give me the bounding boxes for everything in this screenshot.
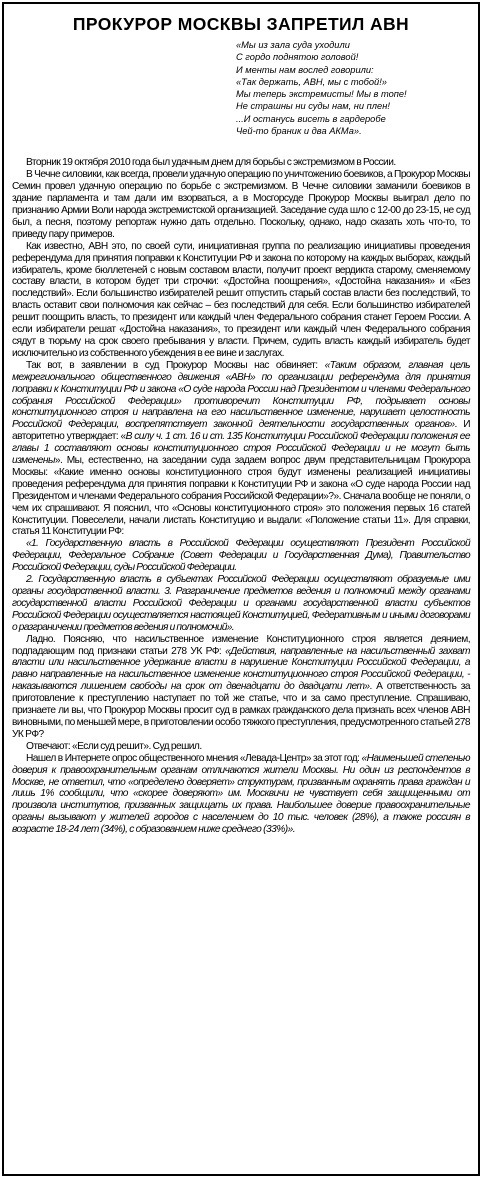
paragraph-text: . И авторитетно утверждает: « bbox=[12, 419, 471, 443]
quoted-paragraph bbox=[12, 538, 470, 574]
article-frame bbox=[2, 2, 480, 1176]
paragraph-text: «1. Государственную власть в Российской Федерации осуществляют Президент Российской Федерации, Федеральное Собрание (Совет Федерации и Государственная Дума), Правительство Российской Федерации, суды Российской Федерации. bbox=[12, 538, 470, 574]
epigraph-line: ...И останусь висеть в гардеробе bbox=[236, 113, 386, 124]
italic-quote: «Таким образом, главная цель межрегионального общественного движения «АВН» по организации референдума для принятия поправки к Конституции РФ и закона «О суде народа России над Президентом и членами Федерального собрания Российской Федерации» противоречит Конституции РФ, подрывает основы конституционного строя и направлена на его насильственное изменение, нарушает целостность Российской Федерации, воспрепятствует законной деятельности государственных органов» bbox=[12, 359, 470, 431]
italic-quote: «Действия, направленные на насильственный захват власти или насильственное удержание власти в нарушение Конституции Российской Федерации, а равно направленные на насильственное изменение конституционного строя Российской Федерации, - наказываются лишением свободы на срок от двенадцати до двадцати лет» bbox=[12, 645, 470, 693]
epigraph-line: Не страшны ни суды нам, ни плен! bbox=[236, 101, 390, 112]
paragraph bbox=[12, 360, 470, 539]
italic-quote: «Наименьшей степенью доверия к правоохранительным органам отличаются жители Москвы. Ни один из респондентов в Москве, не ответил, что «определено доверяет» структурам, призванным охранять права граждан и лишь 1% сообщили, что «скорее доверяют» им. Москвичи не чувствует себя защищенными от произвола институтов, призванных защищать их права. Наибольшее доверие правоохранительные органы вызывают у жителей городов с населением до 10 тыс. человек (28%), а также россиян в возрасте 18-24 лет (34%), с образованием ниже среднего (33%)». bbox=[12, 752, 470, 836]
paragraph-text: Вторник 19 октября 2010 года был удачным днем для борьбы с экстремизмом в России. bbox=[26, 157, 396, 169]
paragraph-text: Нашел в Интернете опрос общественного мнения «Левада-Центр» за этот год: bbox=[26, 752, 362, 764]
epigraph-line: «Мы из зала суда уходили bbox=[236, 40, 350, 50]
paragraph bbox=[12, 753, 470, 836]
paragraph-text: 2. Государственную власть в субъектах Российской Федерации осуществляют образуемые ими органы государственной власти. 3. Разграничение предметов ведения и полномочий между органами государственной власти Российской Федерации и органами государственной власти субъектов Российской Федерации осуществляется настоящей Конституцией, Федеративным и иными договорами о разграничении предметов ведения и полномочий». bbox=[12, 574, 470, 633]
paragraph-text: . А ответственность за приготовление к преступлению наступает по той же статье, что и за само преступление. Спрашиваю, признаете ли вы, что Прокурор Москвы просит суд в рамках гражданского дела признать всех членов АВН виновными, по меньшей мере, в приготовлении особо тяжкого преступления, предусмотренного статьей 278 УК РФ? bbox=[12, 681, 471, 740]
paragraph bbox=[12, 634, 470, 741]
paragraph-text: ». Мы, естественно, на заседании суда задаем вопрос двум представительницам Прокурора Москвы: «Какие именно основы конституционного строя будут изменены реализацией инициативы проведения референдума для принятия поправки к Конституции РФ и закона «О суде народа России над Президентом и членами Федерального собрания Российской Федерации»?». Сначала вообще не поняли, о чем их спрашивают. Я пояснил, что «Основы конституционного строя» это положения первых 16 статей Конституции. Повеселели, начали листать Конституцию и выдали: «Положение статьи 11». Для справки, статья 11 Конституции РФ: bbox=[12, 455, 470, 538]
epigraph-line: Мы теперь экстремисты! Мы в топе! bbox=[236, 89, 407, 100]
paragraph bbox=[12, 241, 470, 360]
paragraph-text: Так вот, в заявлении в суд Прокурор Москвы нас обвиняет: bbox=[26, 359, 325, 371]
epigraph-line: И менты нам вослед говорили: bbox=[236, 64, 374, 75]
epigraph-line: «Так держать, АВН, мы с тобой!» bbox=[236, 76, 387, 87]
paragraph bbox=[12, 741, 470, 753]
paragraph-text: В Чечне силовики, как всегда, провели удачную операцию по уничтожению боевиков, а Прокурор Москвы Семин провел удачную операцию по борьбе с экстремизмом. В Чечне силовики заманили боевиков в здание парламента и там дали им взорваться, а в Мосгорсуде Прокурор Москвы выиграл дело по признанию Армии Воли народа экстремистской организацией. Заседание суда шло с 12-00 до 23-15, не суд был, а песня, поэтому репортаж нужно дать отдельно. Поскольку, однако, надо сказать хоть что-то, то приведу пару примеров. bbox=[12, 169, 470, 240]
italic-quote: В силу ч. 1 ст. 16 и ст. 135 Конституции Российской Федерации положения ее главы 1 составляют основы конституционного строя Российской Федерации и не могут быть изменены bbox=[12, 431, 470, 467]
paragraph-text: Ладно. Поясняю, что насильственное изменение Конституционного строя является деянием, подпадающим под признаки статьи 278 УК РФ: bbox=[12, 633, 470, 657]
quoted-paragraph bbox=[12, 574, 470, 634]
paragraph-text: Как известно, АВН это, по своей сути, инициативная группа по реализацию инициативы проведения референдума для принятия поправки к Конституции РФ и закона по которому на каждых выборах, каждый избиратель, кроме бюллетеней с новым составом власти, получит проект вердикта старому, сменяемому составу власти, в котором будет три строчки: «Достойна поощрения», «Достойна наказания» и «Без последствий». Если большинство избирателей решит отпустить старый состав власти без последствий, то власть оставит свои полномочия как сейчас – без последствий для себя. Если большинство избирателей решит поощрить власть, то президент или каждый член Федерального собрания станет Героем России. А если избиратели решат «Достойна наказания», то президент или каждый член Федерального собрания сядут в тюрьму на срок своего пребывания у власти. Причем, судить власть каждый избиратель будет исключительно из собственного убеждения в ее вине и заслугах. bbox=[12, 240, 470, 359]
epigraph bbox=[236, 39, 470, 137]
paragraph bbox=[12, 157, 470, 169]
article-body bbox=[12, 157, 470, 836]
epigraph-line: С гордо поднятою головой! bbox=[236, 52, 359, 63]
paragraph bbox=[12, 169, 470, 240]
article-title: ПРОКУРОР МОСКВЫ ЗАПРЕТИЛ АВН bbox=[72, 14, 410, 34]
epigraph-line: Чей-то браник и два АКМа». bbox=[236, 126, 362, 137]
paragraph-text: Отвечают: «Если суд решит». Суд решил. bbox=[26, 740, 202, 752]
